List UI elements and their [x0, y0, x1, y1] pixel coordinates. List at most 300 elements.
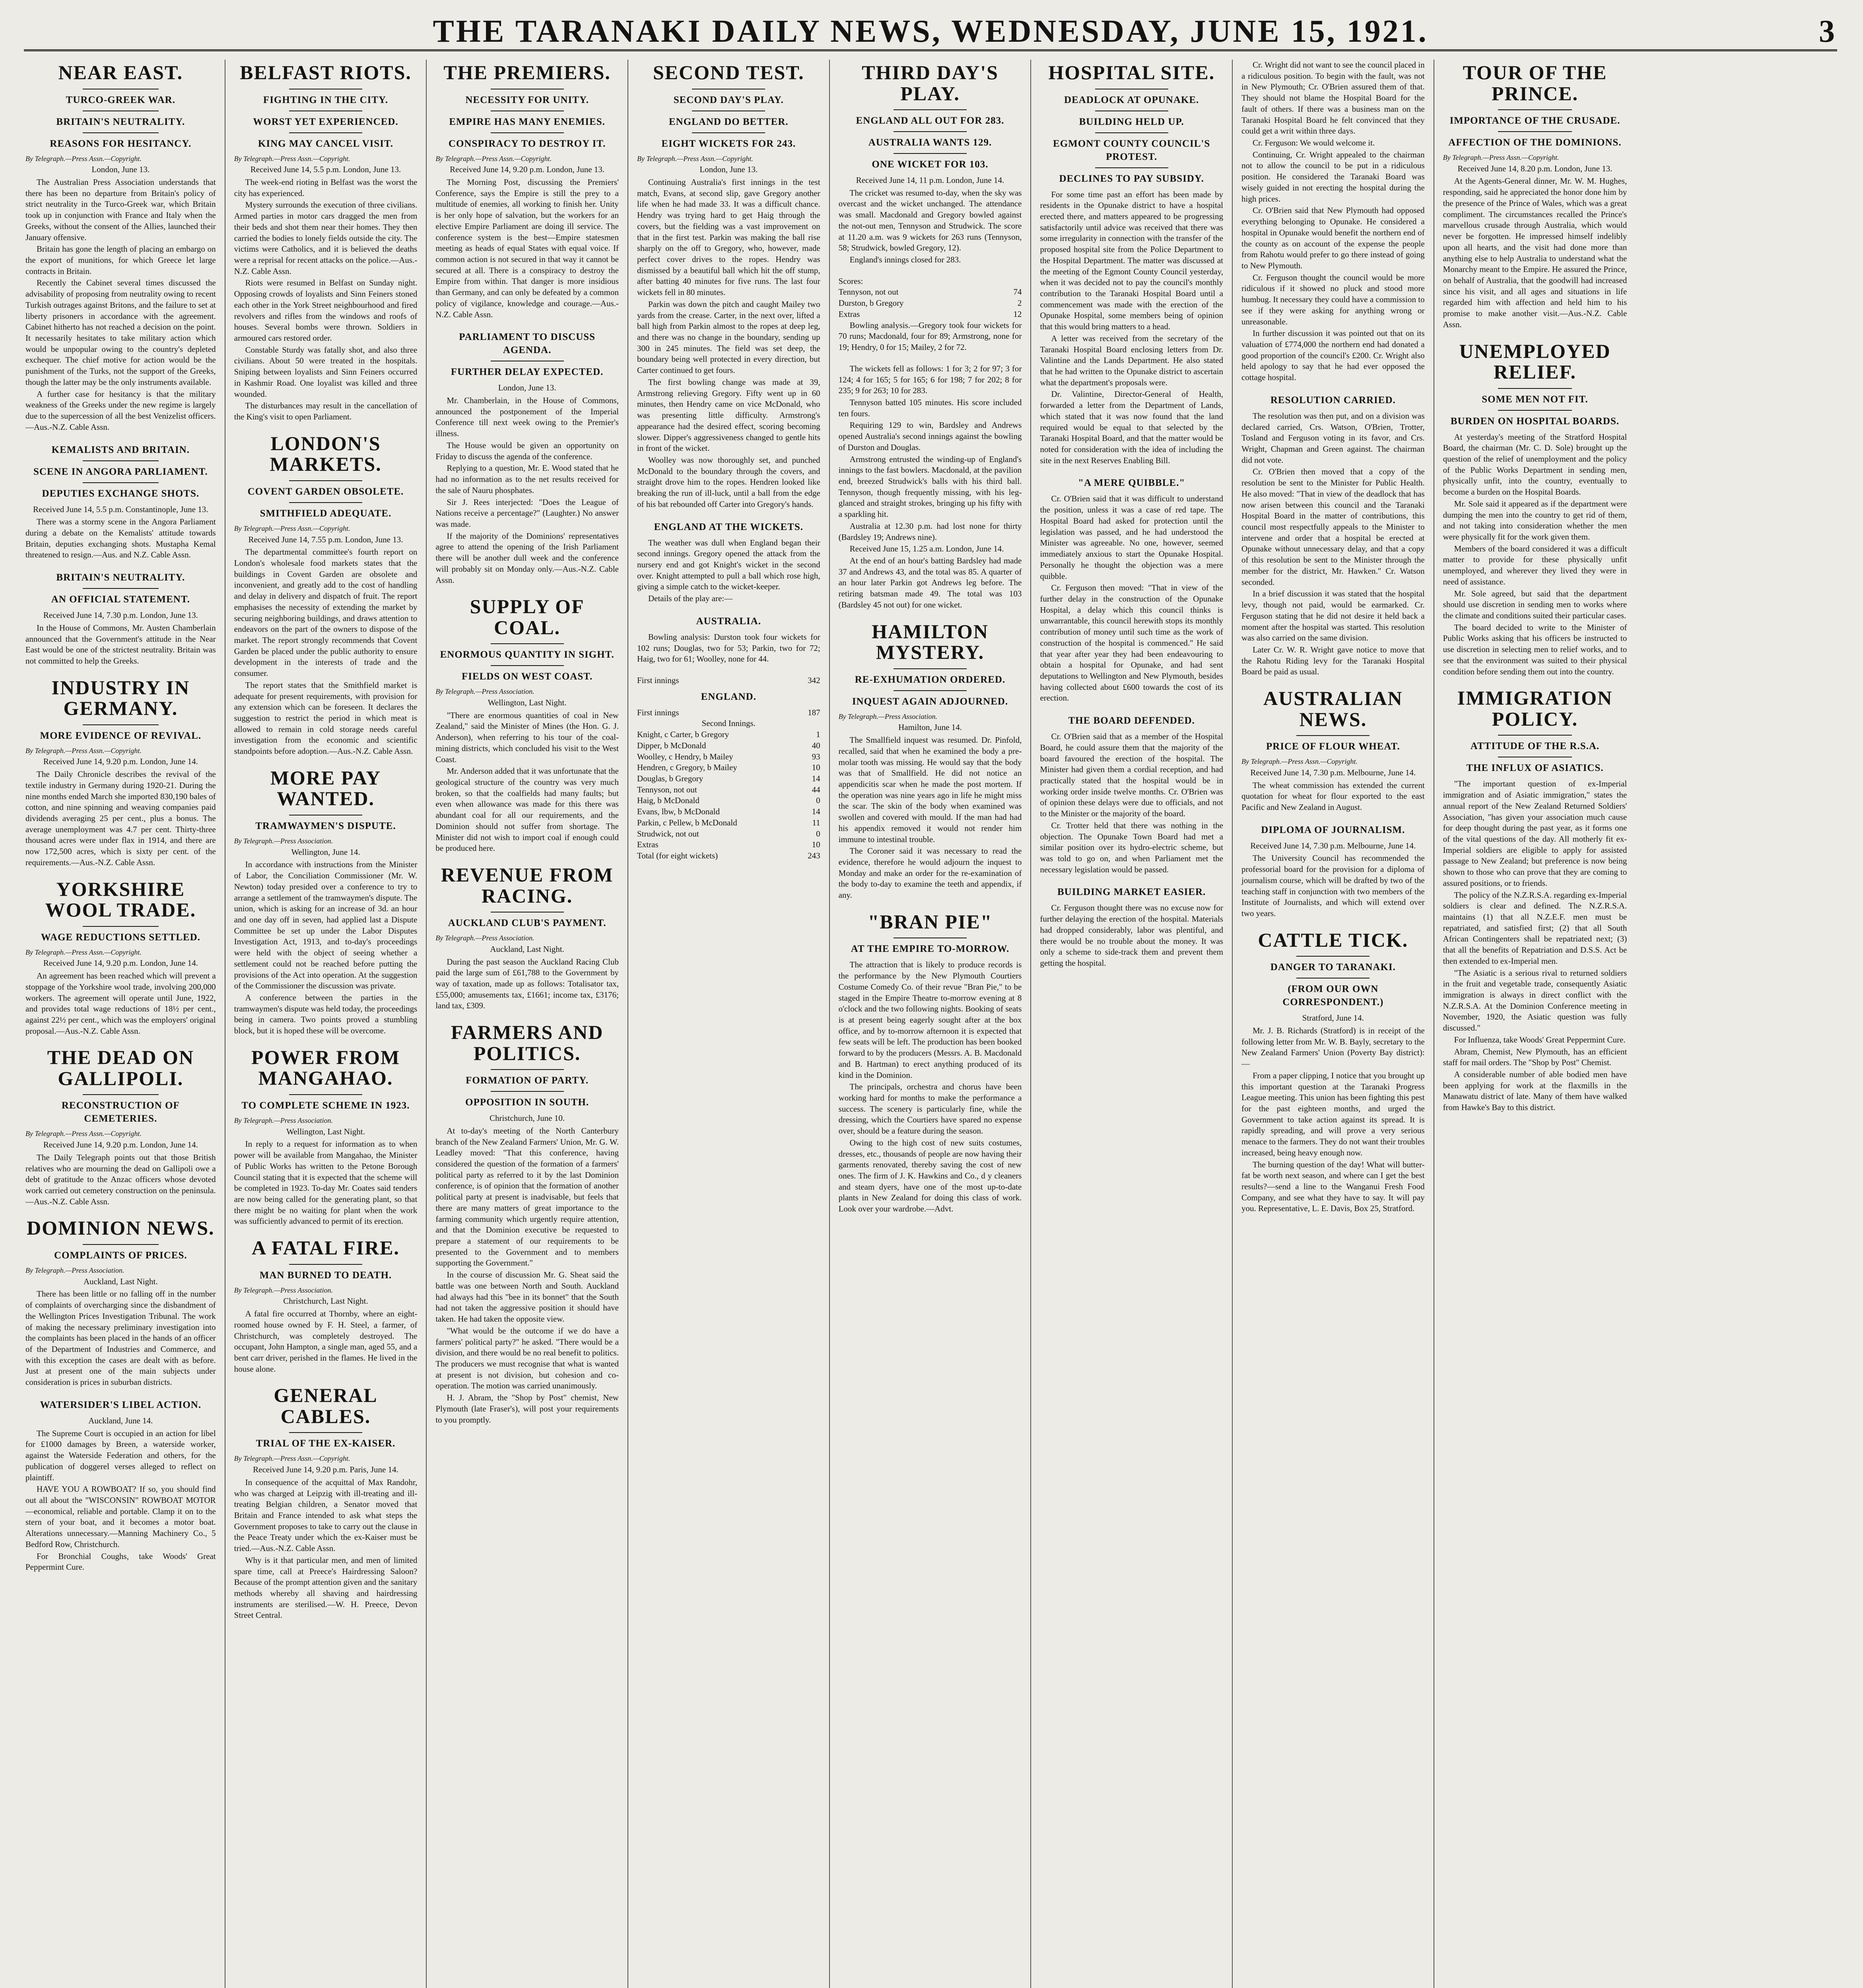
byline: By Telegraph.—Press Assn.—Copyright. [234, 154, 350, 163]
subhead: ENORMOUS QUANTITY IN SIGHT. [440, 649, 614, 660]
dateline: Received June 14, 9.20 p.m. London, June 14. [43, 958, 198, 968]
paragraph: A conference between the parties in the tramwaymen's dispute was held today, the proceedings being in camera. Two points proved a stumbling block, but it is hoped these will be overcome. [234, 993, 418, 1036]
paragraph: The University Council has recommended the professorial board for the provision for a diploma of journalism course, which will be drafted by two of the teaching staff in conjunction with two members of the Institute of Journalists, and which will extend over two years. [1241, 853, 1425, 918]
paragraph: The Daily Chronicle describes the revival of the textile industry in Germany during 1920-21. During the nine months ended March she imported 830,190 bales of cotton, and nine spinning and weaving companies paid dividends averaging 25 per cent., plus a bonus. The average unemployment was 4.7 per cent. Thirty-three thousand acres were under flax in 1914, and there are now 172,500 acres, which is sixty per cent. of the requirements.—Aus.-N.Z. Cable Assn. [25, 769, 216, 867]
subhead: BUILDING MARKET EASIER. [1057, 887, 1206, 898]
headline: FARMERS AND POLITICS. [451, 1021, 604, 1064]
batsman-name: Hendren, c Gregory, b Mailey [637, 763, 737, 773]
batsman-name: Durston, b Gregory [838, 298, 904, 308]
paragraph: For some time past an effort has been made by residents in the Opunake district to have a hospital erected there, and matters appeared to be progressing satisfactorily until advice was received that there was some irregularity in connection with the transfer of the proposed hospital site from the Police Department to the Hospital Department. The matter was discussed at the meeting of the Egmont County Council yesterday, when it was decided not to pay the council's monthly contribution to the Taranaki Hospital Board until a commencement was made with the erection of the Opunake Hospital, some members being of opinion that this would bring matters to a head. [1040, 189, 1223, 332]
score-line [637, 762, 820, 773]
batsman-name: Strudwick, not out [637, 829, 699, 839]
batsman-runs: 0 [816, 796, 820, 806]
page-number: 3 [1819, 14, 1835, 49]
paragraph: Bowling analysis: Durston took four wickets for 102 runs; Douglas, two for 53; Parkin, two for 72; Haig, two for 61; Woolley, none for 44. [637, 632, 820, 664]
subhead: DECLINES TO PAY SUBSIDY. [1059, 173, 1204, 184]
paragraph: Riots were resumed in Belfast on Sunday night. Opposing crowds of loyalists and Sinn Feiners stoned each other in the York Street neighbourhood and fired revolvers and rifles from the windows and roofs of houses. Several bombs were thrown. Soldiers in armoured cars restored order. [234, 278, 418, 343]
subhead: SMITHFIELD ADEQUATE. [260, 508, 392, 519]
column-1 [24, 60, 225, 1988]
subhead: SECOND DAY'S PLAY. [673, 94, 784, 105]
batsman-name: Haig, b McDonald [637, 796, 699, 806]
subhead: NECESSITY FOR UNITY. [465, 94, 589, 105]
subhead: KING MAY CANCEL VISIT. [258, 138, 394, 149]
article [435, 864, 619, 1011]
divider-rule [1498, 109, 1572, 110]
article [234, 1385, 418, 1621]
paragraph: Continuing Australia's first innings in the test match, Evans, at second slip, gave Gregory another life when he had made 33. It was a difficult chance. Hendry was trying hard to get Haig through the covers, but the fielding was a vast improvement on that in the first test. Parkin was making the ball rise sharply on the off to Gregory, who, however, made perfect cover drives to the ropes. Hendry was dismissed by a beautiful ball which hit the off stump, after batting 40 minutes for five runs. The last four wickets fell in 80 minutes. [637, 177, 820, 297]
paragraph: The Supreme Court is occupied in an action for libel for £1000 damages by Breen, a waterside worker, against the Waterside Federation and others, for the publication of doggerel verses alleged to reflect on plaintiff. [25, 1428, 216, 1482]
article [637, 615, 820, 665]
article [1443, 687, 1627, 1113]
dateline: Received June 14, 5.5 p.m. Constantinople, June 13. [33, 504, 208, 514]
article [435, 62, 619, 320]
byline: By Telegraph.—Press Association. [234, 1286, 333, 1294]
subhead: CONSPIRACY TO DESTROY IT. [448, 138, 606, 149]
dateline: Wellington, Last Night. [286, 1126, 365, 1136]
paragraph: The week-end rioting in Belfast was the worst the city has experienced. [234, 177, 418, 198]
article [839, 621, 1022, 901]
paragraph: Mr. J. B. Richards (Stratford) is in receipt of the following letter from Mr. W. B. Bayly, secretary to the New Zealand Farmers' Union (Poverty Bay district):— [1241, 1025, 1425, 1069]
article [25, 1398, 216, 1573]
article [1443, 341, 1627, 678]
subhead: TO COMPLETE SCHEME IN 1923. [241, 1100, 410, 1111]
column-4 [628, 60, 830, 1988]
dateline: Received June 14, 7.55 p.m. London, June 13. [248, 534, 403, 544]
divider-rule [83, 460, 159, 461]
paragraph: The burning question of the day! What will butter-fat be worth next season, and where can I get the best results?—send a line to the Wanganui Fresh Food Company, and see what they have to say. It will pay you. Representative, L. E. Davis, Box 25, Stratford. [1241, 1159, 1425, 1213]
subhead: AN OFFICIAL STATEMENT. [51, 594, 190, 605]
article [1241, 823, 1425, 919]
dateline: London, June 13. [91, 165, 150, 175]
dateline: Christchurch, Last Night. [283, 1296, 368, 1306]
score-line [637, 784, 820, 796]
headline: "BRAN PIE" [868, 910, 993, 933]
batsman-name: Woolley, c Hendry, b Mailey [637, 751, 733, 761]
byline: By Telegraph.—Press Assn.—Copyright. [435, 154, 552, 163]
headline: DOMINION NEWS. [27, 1217, 215, 1239]
paragraph: Cr. Trotter held that there was nothing in the objection. The Opunake Town Board had met a similar position over its hydro-electric scheme, but was told to go on, and when Parliament met the necessary legislation would be passed. [1040, 820, 1223, 874]
subhead: AFFECTION OF THE DOMINIONS. [1448, 137, 1622, 148]
subhead: WATERSIDER'S LIBEL ACTION. [40, 1399, 202, 1410]
headline: POWER FROM MANGAHAO. [251, 1046, 400, 1089]
masthead [24, 11, 1837, 51]
batsman-runs: 74 [1013, 287, 1022, 297]
article [25, 1047, 216, 1207]
headline: THIRD DAY'S PLAY. [862, 61, 999, 105]
batsman-name: Tennyson, not out [637, 784, 697, 794]
paragraph: Members of the board considered it was a difficult matter to provide for these physically unfit unemployed, and wherever they lived they were in need of assistance. [1443, 544, 1627, 586]
article [1040, 476, 1223, 704]
paragraph: In the course of discussion Mr. G. Sheat said the battle was one between North and South. Auckland had always had this "bee in its bonnet" that the South had not taken the aggressive position it should have taken. He had taken the opposite view. [435, 1270, 619, 1324]
paragraph: The Daily Telegraph points out that those British relatives who are mourning the dead on Gallipoli owe a debt of gratitude to the Anzac officers whose devoted work carried out cemetery construction on the peninsula.—Aus.-N.Z. Cable Assn. [25, 1152, 216, 1206]
divider-rule [289, 480, 362, 481]
divider-rule [83, 1244, 159, 1245]
dateline: Received June 14, 9.20 p.m. Paris, June 14. [253, 1465, 398, 1475]
dateline: Received June 14, 11 p.m. London, June 14. [856, 175, 1004, 185]
divider-rule [289, 1264, 362, 1265]
paragraph: Mr. Sole said it appeared as if the department were dumping the men into the country to get rid of them, and not taking into consideration whether the men were physically fit for the work given them. [1443, 499, 1627, 542]
article [1241, 60, 1425, 383]
article [839, 62, 1022, 266]
batsman-runs: 14 [812, 807, 820, 817]
subhead: COVENT GARDEN OBSOLETE. [247, 486, 404, 497]
subhead: AUSTRALIA WANTS 129. [868, 137, 992, 148]
headline: SECOND TEST. [653, 61, 804, 83]
subhead: REASONS FOR HESITANCY. [50, 138, 192, 149]
paragraph: In accordance with instructions from the Minister of Labor, the Conciliation Commissioner (Mr. W. Newton) today presided over a conference to try to arrange a settlement of the tramwaymen's dispute. The union, which is asking for an increase of 3d. an hour and one day off in seven, had applied last a Dispute Committee be set up under the Labor Disputes Investigation Act, 1913, and to-day's proceedings were held with the object of seeing whether a settlement could not be reached before putting the provisions of the Act into operation. At the suggestion of the Commissioner the discussion was private. [234, 860, 418, 991]
paragraph: Owing to the high cost of new suits costumes, dresses, etc., thousands of people are now having their garments renovated, thereby saving the cost of new ones. The firm of J. K. Hawkins and Co., d y cleaners and steam dyers, have one of the most up-to-date plants in New Zealand for doing this class of work. Look over your wardrobe.—Advt. [838, 1138, 1022, 1214]
score-line [637, 850, 820, 862]
divider-rule [1498, 735, 1572, 736]
byline: By Telegraph.—Press Assn.—Copyright. [25, 1130, 142, 1138]
byline: By Telegraph.—Press Association. [838, 712, 937, 720]
paragraph: Why is it that particular men, and men of limited spare time, call at Preece's Hairdressing Saloon? Because of the prompt attention given and the sanitary methods whereby all shaving and hairdressing instruments are sterilised.—W. H. Preece, Devon Street Central. [234, 1555, 418, 1620]
byline: By Telegraph.—Press Assn.—Copyright. [25, 948, 142, 956]
subhead: IMPORTANCE OF THE CRUSADE. [1449, 115, 1620, 126]
divider-rule [289, 502, 362, 503]
batsman-name: Evans, lbw, b McDonald [637, 807, 720, 817]
dateline: Received June 14, 9.20 p.m. London, June 14. [43, 757, 198, 767]
batsman-runs: 342 [808, 676, 820, 685]
paragraph: The cricket was resumed to-day, when the sky was overcast and the wicket unchanged. The attendance was small. Macdonald and Gregory bowled against the not-out men, Tennyson and Strudwick. The score at 11.20 a.m. was 9 wickets for 263 runs (Tennyson, 58; Strudwick, bowled Gregory, 12). [838, 188, 1022, 253]
paragraph: Abram, Chemist, New Plymouth, has an efficient staff for mail orders. The "Shop by Post" Chemist. [1443, 1046, 1627, 1068]
headline: HAMILTON MYSTERY. [872, 620, 989, 664]
subhead: DEPUTIES EXCHANGE SHOTS. [42, 488, 200, 499]
paragraph: In the House of Commons, Mr. Austen Chamberlain announced that the Government's attitude in the Near East would be one of the strictest neutrality. Britain was not committed to help the Greeks. [25, 623, 216, 666]
byline: By Telegraph.—Press Assn.—Copyright. [234, 524, 350, 532]
subhead: AUSTRALIA. [696, 615, 762, 627]
dateline: Auckland, Last Night. [84, 1276, 158, 1286]
dateline: Received June 14, 7.30 p.m. Melbourne, June 14. [1250, 767, 1416, 777]
paragraph: The Australian Press Association understands that there has been no departure from Britain's policy of strict neutrality in the Turco-Greek war, which Britain took up in conjunction with France and Italy when the Greeks, without the consent of the Allies, launched their January offensive. [25, 177, 216, 242]
dateline: Received June 14, 9.20 p.m. London, June 13. [450, 165, 605, 175]
paragraph: There has been little or no falling off in the number of complaints of overcharging since the disbandment of the Wellington Prices Investigation Tribunal. The work of making the necessary preliminary investigation into the complaints has been placed in the hands of an officer of the Department of Industries and Commerce, and with this exception the cases are dealt with as before. Just at present one of the main subjects under consideration is prices in suburban districts. [25, 1289, 216, 1387]
byline: By Telegraph.—Press Assn.—Copyright. [637, 154, 753, 163]
paragraph: Continuing, Cr. Wright appealed to the chairman not to allow the council to be put in a ridiculous position. He considered the Taranaki Board was wisely guided in not erecting the hospital during the high prices. [1241, 149, 1425, 204]
score-line [839, 298, 1022, 309]
column-5 [830, 60, 1032, 1988]
subhead: "A MERE QUIBBLE." [1078, 478, 1185, 489]
subhead: FIELDS ON WEST COAST. [461, 671, 593, 682]
paragraph: At the Agents-General dinner, Mr. W. M. Hughes, responding, said he appreciated the honor done him by the presence of the Prince of Wales, which was a great compliment. The circumstances recalled the Prince's marvellous crusade through Australia, which would never be forgotten. He impressed himself indelibly upon all hearts, and the visit had done more than anything else to help Australia to understand what the Monarchy meant to the Empire. He assured the Prince, on behalf of Australia, that the goodwill had increased since his visit, and all ages and situations in life regarded him with affection and held him to his promise to make another visit.—Aus.-N.Z. Cable Assn. [1443, 176, 1627, 329]
dateline: Auckland, June 14. [88, 1415, 153, 1425]
score-line [637, 773, 820, 784]
headline: THE DEAD ON GALLIPOLI. [47, 1046, 194, 1089]
paragraph: Cr. Ferguson thought the council would be more ridiculous if it showed no pluck and stood more humbug. It necessary they could have a commission to see if they were asking for anything wrong or unreasonable. [1241, 272, 1425, 326]
batsman-name: Parkin, c Pellew, b McDonald [637, 817, 737, 827]
divider-rule [491, 1069, 564, 1070]
batsman-name: Dipper, b McDonald [637, 740, 706, 750]
divider-rule [1095, 132, 1168, 133]
innings-label: Second Innings. [701, 718, 756, 728]
article [1443, 62, 1627, 330]
batsman-name: Knight, c Carter, b Gregory [637, 730, 729, 740]
paragraph: Received June 15, 1.25 a.m. London, June 14. [849, 544, 1004, 554]
article [435, 596, 619, 854]
headline: UNEMPLOYED RELIEF. [1459, 340, 1611, 383]
article [25, 571, 216, 667]
dateline: Received June 14, 8.20 p.m. London, June 13. [1457, 163, 1612, 173]
paragraph: The weather was dull when England began their second innings. Gregory opened the attack from the nursery end and got Knight's wicket in the second over. Knight attempted to pull a ball which rose high, giving a simple catch to the wicket-keeper. [637, 538, 820, 592]
article [25, 62, 216, 433]
paragraph: Cr. O'Brien said that it was difficult to understand the position, unless it was a case of red tape. The Hospital Board had asked for protection until the legislation was passed, and he had understood the Minister was agreeable. No one, however, seemed immediately anxious to start the Opunake Hospital. Personally he thought the objection was a mere quibble. [1040, 494, 1223, 581]
divider-rule [83, 926, 159, 927]
score-line [839, 287, 1022, 298]
article [25, 879, 216, 1037]
article [25, 677, 216, 868]
paragraph: Dr. Valintine, Director-General of Health, forwarded a letter from the Department of Lands, which stated that it was now found that the land required would be equal to that selected by the Taranaki Hospital Board, and that the matter would be noted for consideration with the idea of including the site in the next Reserves Enabling Bill. [1040, 389, 1223, 465]
headline: THE PREMIERS. [443, 61, 611, 83]
article [637, 62, 820, 510]
batsman-name: Douglas, b Gregory [637, 774, 703, 784]
column-2 [225, 60, 427, 1988]
score-line [637, 729, 820, 740]
subhead: FIGHTING IN THE CITY. [263, 94, 389, 105]
headline: REVENUE FROM RACING. [441, 864, 614, 907]
divider-rule [1296, 956, 1370, 957]
subhead: ATTITUDE OF THE R.S.A. [1470, 741, 1600, 752]
dateline: Received June 14, 9.20 p.m. London, June 14. [43, 1140, 198, 1150]
byline: By Telegraph.—Press Assn.—Copyright. [1241, 757, 1358, 766]
dateline: Auckland, Last Night. [490, 944, 564, 954]
paragraph: The House would be given an opportunity on Friday to discuss the agenda of the conference. [435, 440, 619, 461]
divider-rule [289, 132, 362, 133]
headline: HOSPITAL SITE. [1048, 61, 1215, 83]
subhead: WAGE REDUCTIONS SETTLED. [41, 932, 200, 943]
headline: GENERAL CABLES. [274, 1384, 378, 1427]
subhead: COMPLAINTS OF PRICES. [54, 1250, 187, 1261]
headline: MORE PAY WANTED. [270, 766, 381, 810]
paragraph: In further discussion it was pointed out that on its valuation of £774,000 the northern end had donated a good proportion of the council's £200. Cr. Wright also held apology to say that he had ever opposed the cottage hospital. [1241, 328, 1425, 382]
paragraph: The wickets fell as follows: 1 for 3; 2 for 97; 3 for 124; 4 for 165; 5 for 165; 6 for 198; 7 for 202; 8 for 235; 9 for 263; 10 for 283. [838, 363, 1022, 396]
article [234, 767, 418, 1037]
score-line [637, 806, 820, 817]
paragraph: The Smallfield inquest was resumed. Dr. Pinfold, recalled, said that when he examined the body a pre-molar tooth was missing. He would say that the body was that of Smallfield. He did not notice an appendicitis scar when he made the post mortem. If the operation was nine years ago in life he might miss the scar. The skin of the body when examined was swollen and covered with mould. If the man had had his appendix removed it would not render him immune to intestinal trouble. [838, 735, 1022, 844]
divider-rule [491, 132, 564, 133]
divider-rule [289, 1094, 362, 1095]
subhead: SCENE IN ANGORA PARLIAMENT. [33, 466, 208, 477]
subhead: INQUEST AGAIN ADJOURNED. [852, 696, 1008, 707]
score-line [839, 309, 1022, 320]
byline: By Telegraph.—Press Assn.—Copyright. [25, 154, 142, 163]
divider-rule [1095, 167, 1168, 168]
paragraph: During the past season the Auckland Racing Club paid the large sum of £61,788 to the Government by way of taxation, made up as follows: Totalisator tax, £55,000; amusements tax, £1661; income tax, £3176; land tax, £309. [435, 957, 619, 1011]
paragraph: In consequence of the acquittal of Max Randohr, who was charged at Leipzig with ill-treating and ill-treating Belgian children, a Senator moved that Britain and France intended to ask what steps the Government proposes to take to carry out the clause in the Peace Treaty under which the ex-Kaiser must be tried.—Aus.-N.Z. Cable Assn. [234, 1477, 418, 1553]
divider-rule [491, 665, 564, 666]
batsman-runs: 2 [1017, 298, 1022, 308]
paragraph: Cr. O'Brien said that as a member of the Hospital Board, he could assure them that the majority of the board favoured the erection of the hospital. The Minister had given them a cordial reception, and had practically stated that the hospital would be in working order inside twelve months. Cr. O'Brien was of opinion these delays were due to officials, and not to the Minister or the majority of the board. [1040, 732, 1223, 819]
batsman-runs: 10 [812, 840, 820, 850]
headline: A FATAL FIRE. [252, 1237, 400, 1259]
paragraph: The departmental committee's fourth report on London's wholesale food markets states that the buildings in Covent Garden are obsolete and inconvenient, and greatly add to the cost of handling and delay in delivery and dispatch of fruit. The report emphasises the necessity of extending the market by securing neighboring buildings, and draws attention to endeavors on the part of the owners to dispose of the market. The report strongly recommends that Covent Garden be placed under the public authority to ensure development in the interests of trade and the consumer. [234, 547, 418, 678]
headline: TOUR OF THE PRINCE. [1463, 61, 1607, 105]
article [234, 1237, 418, 1375]
divider-rule [894, 109, 967, 110]
paragraph: Cr. Wright did not want to see the council placed in a ridiculous position. To begin with the fault, was not in New Plymouth; Cr. O'Brien assured them of that. They should not blame the Hospital Board for the fault of others. If there was a business man on the Taranaki Hospital Board he felt convinced that they could get a writ within three days. [1241, 60, 1425, 136]
byline: By Telegraph.—Press Assn.—Copyright. [1443, 153, 1559, 161]
score-line [637, 839, 820, 850]
paragraph: The resolution was then put, and on a division was declared carried, Crs. Watson, O'Brien, Trotter, Tosland and Ferguson voting in its favor, and Crs. Wright, Chapman and Green against. The chairman did not vote. [1241, 411, 1425, 465]
score-line [637, 829, 820, 840]
paragraph: Cr. Ferguson then moved: "That in view of the further delay in the construction of the Opunake Hospital, a delay which this council thinks is unwarrantable, this council herewith stops its monthly contribution of money until such time as the work of construction of the hospital is commenced." He said that year after year they had been endeavouring to obtain a hospital for Opunake, and had sent deputations to Wellington and New Plymouth, besides having collected about £600 towards the cost of its erection. [1040, 583, 1223, 703]
divider-rule [894, 131, 967, 132]
subhead: SOME MEN NOT FIT. [1482, 394, 1588, 405]
subhead: ENGLAND. [701, 691, 756, 702]
batsman-name: Extras [637, 840, 659, 850]
paragraph: Cr. Ferguson: We would welcome it. [1252, 138, 1375, 148]
paragraph: At the end of an hour's batting Bardsley had made 37 and Andrews 43, and the total was 85. A quarter of an hour later Parkin got Andrews leg before. The retiring batsman made 49. The total was 103 (Bardsley 45 not out) for one wicket. [838, 556, 1022, 610]
dateline: Hamilton, June 14. [898, 722, 962, 732]
subhead: TURCO-GREEK WAR. [66, 94, 175, 105]
article [25, 443, 216, 561]
paragraph: Mr. Sole agreed, but said that the department should use discretion in sending men to works where the climate and conditions suited their particular cases. [1443, 588, 1627, 621]
headline: INDUSTRY IN GERMANY. [51, 676, 190, 720]
subhead: BURDEN ON HOSPITAL BOARDS. [1450, 415, 1620, 427]
column-6 [1031, 60, 1233, 1988]
paragraph: For Influenza, take Woods' Great Peppermint Cure. [1454, 1035, 1626, 1044]
batsman-runs: 14 [812, 774, 820, 784]
paragraph: HAVE YOU A ROWBOAT? If so, you should find out all about the "WISCONSIN" ROWBOAT MOTOR—economical, reliable and portable. Clamp it on to the stern of your boat, and it becomes a motor boat. Alterations unnecessary.—Manning Machinery Co., 5 Bedford Row, Christchurch. [25, 1484, 216, 1549]
divider-rule [83, 588, 159, 589]
article [839, 363, 1022, 611]
paragraph: The wheat commission has extended the current quotation for wheat for flour exported to the east Pacific and New Zealand in August. [1241, 780, 1425, 812]
subhead: AUCKLAND CLUB'S PAYMENT. [448, 918, 606, 929]
divider-rule [1296, 735, 1370, 736]
subhead: MORE EVIDENCE OF REVIVAL. [40, 730, 202, 741]
subhead: EGMONT COUNTY COUNCIL'S PROTEST. [1053, 138, 1210, 162]
subhead: THE INFLUX OF ASIATICS. [1466, 763, 1604, 774]
batsman-runs: 243 [808, 851, 820, 861]
paragraph: The report states that the Smithfield market is adequate for present requirements, with provision for any extension which can be foreseen. It declares the suggestion to restrict the period in which meat is allowed to remain in cold storage needs careful investigation from the economic and scientific standpoints before adoption.—Aus.-N.Z. Cable Assn. [234, 680, 418, 756]
subhead: EMPIRE HAS MANY ENEMIES. [449, 116, 605, 127]
batsman-name: Total (for eight wickets) [637, 851, 718, 861]
batsman-runs: 1 [816, 730, 820, 740]
subhead: AT THE EMPIRE TO-MORROW. [851, 944, 1010, 955]
subhead: KEMALISTS AND BRITAIN. [51, 444, 190, 455]
dateline: London, June 13. [498, 383, 556, 393]
subhead: MAN BURNED TO DEATH. [259, 1270, 392, 1281]
score-line [637, 675, 820, 686]
paragraph: The Morning Post, discussing the Premiers' Conference, says the Empire is still the prey to a multitude of enemies, all working to finish her. Unity is her only hope of salvation, but the workers for an elective Empire Parliament are doing ill service. The conference system is the best—Empire statesmen meeting as heads of equal States with equal voice. If common action is not secured in that way it cannot be secured at all. There is a conspiracy to destroy the Empire from within. That danger is more insidious than Germany, and can only be defeated by a common policy of vigilance, knowledge and courage.—Aus.-N.Z. Cable Assn. [435, 177, 619, 319]
news-columns [24, 60, 1837, 1988]
batsman-runs: 10 [812, 763, 820, 773]
paragraph: England's innings closed for 283. [849, 255, 961, 265]
article [839, 911, 1022, 1215]
paragraph: Armstrong entrusted the winding-up of England's innings to the fast bowlers. Macdonald, at the pavilion end, breezed Strudwick's balls with his third ball. Tennyson, though frequently missing, with his leg-glanced and straight strokes, bringing up his fifty with a sparkling hit. [838, 454, 1022, 519]
divider-rule [83, 132, 159, 133]
article [637, 520, 820, 604]
paragraph: A letter was received from the secretary of the Taranaki Hospital Board enclosing letters from Dr. Valintine and the Lands Department. He also stated that he had written to the Opunake district to ascertain what the department's proposals were. [1040, 333, 1223, 387]
divider-rule [1498, 410, 1572, 411]
paragraph: From a paper clipping, I notice that you brought up this important question at the Taranaki Progress League meeting. This union has been fighting this pest for the past eighteen months, and urged the Government to take action against its spread. It is rapidly spreading, and will prove a very serious menace to the farmers. They do not want their troubles increased, being heavy enough now. [1241, 1070, 1425, 1157]
dateline: Received June 14, 5.5 p.m. London, June 13. [250, 165, 401, 175]
score-line [637, 795, 820, 806]
batsman-name: Extras [838, 309, 860, 319]
subhead: (FROM OUR OWN CORRESPONDENT.) [1282, 984, 1384, 1008]
subhead: RECONSTRUCTION OF CEMETERIES. [61, 1100, 180, 1124]
batsman-runs: 44 [812, 784, 820, 794]
batsman-name: First innings [637, 707, 679, 717]
subhead: ENGLAND AT THE WICKETS. [654, 521, 804, 532]
divider-rule [491, 1091, 564, 1092]
paragraph: Details of the play are:— [648, 594, 733, 604]
paragraph: The policy of the N.Z.R.S.A. regarding ex-Imperial soldiers is clear and defined. The N.Z.R.S.A. maintains (1) that all N.Z.E.F. men must be repatriated, and satisfied first; (2) that all South African Contingenters shall be repatriated next; (3) that all the benefits of Repatriation and D.S.S. Act be then extended to ex-Imperial men. [1443, 890, 1627, 966]
subhead: BRITAIN'S NEUTRALITY. [56, 116, 185, 127]
batsman-runs: 0 [816, 829, 820, 839]
article [435, 1022, 619, 1425]
paragraph: Mystery surrounds the execution of three civilians. Armed parties in motor cars dragged the men from their beds and shot them near their homes. They then carried the bodies to lonely fields outside the city. The victims were Catholics, and it is believed the deaths were a reprisal for recent attacks on the police.—Aus.-N.Z. Cable Assn. [234, 200, 418, 276]
subhead: THE BOARD DEFENDED. [1068, 715, 1195, 726]
paragraph: "There are enormous quantities of coal in New Zealand," said the Minister of Mines (the Hon. G. J. Anderson), when referring to his tour of the coal-mining districts, which concluded his visit to the West Coast. [435, 710, 619, 764]
paragraph: Recently the Cabinet several times discussed the advisability of proposing from neutrality owing to recent Turkish outrages against Britons, and the failure to set at liberty prisoners in accordance with the agreement. Cabinet hitherto has not reached a decision on the point. It necessarily hesitates to take military action which would be unpopular owing to the country's depleted exchequer. The chief motive for action would be the punishment of the Turks, not the support of the Greeks, though the latter may be the only instruments available. [25, 278, 216, 387]
paragraph: The first bowling change was made at 39, Armstrong relieving Gregory. Fifty went up in 60 minutes, then Hendry came on vice McDonald, who was presenting little difficulty. Armstrong's appearance had the desired effect, scoring becoming slower. Dipper's aggressiveness changed to gentle hits in front of the wicket. [637, 377, 820, 453]
batsman-runs: 187 [808, 707, 820, 717]
scoreboard [839, 276, 1022, 353]
paragraph: Constable Sturdy was fatally shot, and also three civilians. About 50 were treated in the hospitals. Sniping between loyalists and Sinn Feiners occurred in Kashmir Road. One loyalist was killed and three wounded. [234, 345, 418, 399]
paragraph: Sir J. Rees interjected: "Does the League of Nations receive a percentage?" (Laughter.) No answer was made. [435, 497, 619, 529]
byline: By Telegraph.—Press Association. [435, 934, 534, 942]
paragraph: "The Asiatic is a serious rival to returned soldiers in the fruit and vegetable trade, consequently Asiatic immigration is always in direct conflict with the N.Z.R.S.A. At the Dominion Conference meeting in November, 1920, the Asiatic question was fully discussed." [1443, 968, 1627, 1033]
divider-rule [894, 668, 967, 669]
paragraph: Mr. Chamberlain, in the House of Commons, announced the postponement of the Imperial Conference till next week owing to the Premier's illness. [435, 396, 619, 439]
byline: By Telegraph.—Press Association. [25, 1266, 124, 1274]
headline: AUSTRALIAN NEWS. [1263, 687, 1403, 730]
byline: By Telegraph.—Press Association. [234, 1116, 333, 1124]
paragraph: Parkin was down the pitch and caught Mailey two yards from the crease. Carter, in the next over, lifted a ball high from Parkin almost to the ropes at deep leg, and there was no change in the boundary, sending up 300 in 245 minutes. The field was set deep, the boundary being well protected in every direction, but Carter continued to get fours. [637, 299, 820, 375]
headline: BELFAST RIOTS. [240, 61, 412, 83]
divider-rule [692, 132, 765, 133]
paragraph: The principals, orchestra and chorus have been working hard for months to make the performance a success. The scenery is particularly fine, while the dressing, which the Courtiers have spared no expense over, should be a feature during the season. [838, 1082, 1022, 1136]
paragraph: An agreement has been reached which will prevent a stoppage of the Yorkshire wool trade, involving 200,000 workers. The agreement will operate until June, 1922, and provides total wage reductions of 18½ per cent., against 22½ per cent., which was the employers' original proposal.—Aus.-N.Z. Cable Assn. [25, 971, 216, 1036]
scores-heading: Scores: [838, 276, 863, 286]
paragraph: A further case for hesitancy is that the military weakness of the Greeks under the new regime is largely due to the supercession of all the best Venizelist officers.—Aus.-N.Z. Cable Assn. [25, 389, 216, 432]
subhead: PARLIAMENT TO DISCUSS AGENDA. [459, 332, 596, 356]
batsman-runs: 40 [812, 740, 820, 750]
article [1040, 714, 1223, 875]
bowling-analysis: Bowling analysis.—Gregory took four wickets for 70 runs; Macdonald, four for 89; Armstrong, none for 19; Hendry, 0 for 15; Mailey, 2 for 72. [838, 320, 1022, 352]
paragraph: A considerable number of able bodied men have been applying for work at the flaxmills in the Manawatu district of late. Many of them have walked from Hawke's Bay to this district. [1443, 1070, 1627, 1112]
byline: By Telegraph.—Press Assn.—Copyright. [25, 746, 142, 755]
paragraph: Cr. O'Brien then moved that a copy of the resolution be sent to the Minister for Public Health. He also moved: "That in view of the deadlock that has now arisen between this council and the Taranaki Hospital Board in the matter of contributions, this council most respectfully appeals to the Minister to intervene and order that a hospital be erected at Opunake without unnecessary delay, and that a copy of this resolution be sent to the Minister through the member for the district, Mr. Hawken." Cr. Watson seconded. [1241, 467, 1425, 587]
dateline: Stratford, June 14. [1302, 1013, 1364, 1023]
divider-rule [894, 690, 967, 691]
paragraph: Later Cr. W. R. Wright gave notice to move that the Rahotu Riding levy for the Taranaki Hospital Board be paid as usual. [1241, 645, 1425, 677]
subhead: FURTHER DELAY EXPECTED. [451, 367, 604, 378]
subhead: OPPOSITION IN SOUTH. [465, 1097, 589, 1108]
subhead: BUILDING HELD UP. [1079, 116, 1184, 127]
subhead: ONE WICKET FOR 103. [872, 159, 989, 170]
subhead: WORST YET EXPERIENCED. [253, 116, 398, 127]
article [435, 330, 619, 586]
subhead: FORMATION OF PARTY. [466, 1075, 589, 1086]
paragraph: Requiring 129 to win, Bardsley and Andrews opened Australia's second innings against the bowling of Durston and Douglas. [838, 420, 1022, 452]
paragraph: The disturbances may result in the cancellation of the King's visit to open Parliament. [234, 401, 418, 422]
subhead: PRICE OF FLOUR WHEAT. [1266, 741, 1400, 752]
subhead: BRITAIN'S NEUTRALITY. [56, 572, 185, 583]
headline: YORKSHIRE WOOL TRADE. [45, 878, 196, 921]
dateline: London, June 13. [699, 165, 758, 175]
paragraph: Australia at 12.30 p.m. had lost none for thirty (Bardsley 19; Andrews nine). [838, 521, 1022, 542]
paragraph: Tennyson batted 105 minutes. His score included ten fours. [838, 397, 1022, 418]
article [1241, 688, 1425, 813]
article [1040, 885, 1223, 969]
subhead: TRAMWAYMEN'S DISPUTE. [255, 820, 396, 831]
paragraph: The attraction that is likely to produce records is the performance by the New Plymouth Courtiers Costume Comedy Co. of their revue "Bran Pie," to be staged in the Empire Theatre to-morrow evening at 8 o'clock and the two following nights. Booking of seats is at present being eagerly sought after at the box office, and by to-morrow afternoon it is expected that few seats will be left. The production has been booked forward to by the producers (Messrs. A. B. Macdonald and B. Hartman) to erect anything produced of its kind in the Dominion. [838, 960, 1022, 1080]
article [1040, 62, 1223, 466]
dateline: Received June 14, 7.30 p.m. Melbourne, June 14. [1250, 841, 1416, 850]
paragraph: "What would be the outcome if we do have a farmers' political party?" he asked. "There would be a division, and there would be no real benefit to politics. The producers we must recognise that what is wanted at present is not division, but cohesion and co-operation. The motion was carried unanimously. [435, 1326, 619, 1391]
score-line [637, 707, 820, 718]
